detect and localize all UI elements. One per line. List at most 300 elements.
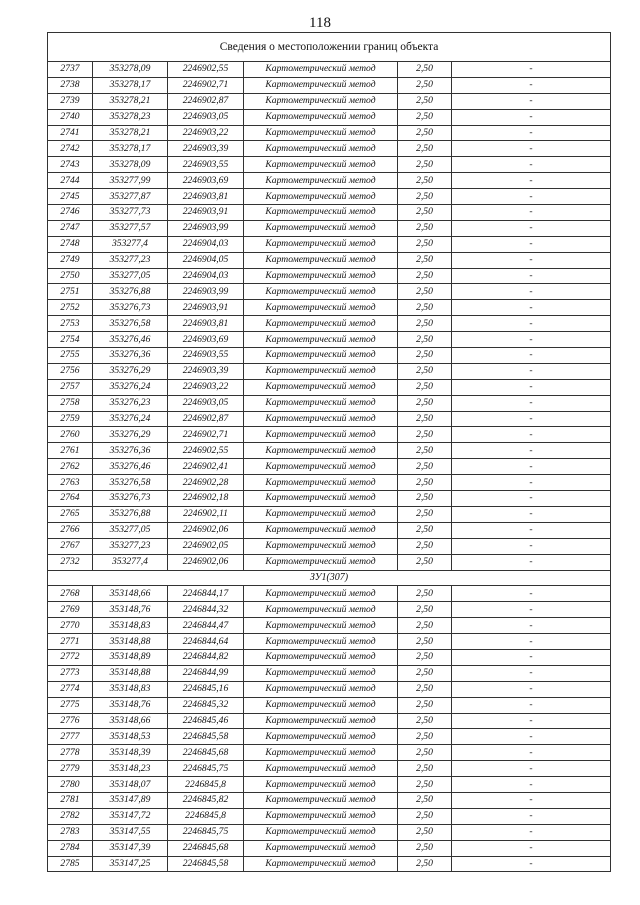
method-cell: Картометрический метод bbox=[244, 125, 398, 141]
coord-y-cell: 2246845,68 bbox=[168, 840, 244, 856]
table-row bbox=[48, 316, 611, 332]
coord-x-cell: 353278,09 bbox=[93, 157, 168, 173]
point-number-cell: 2770 bbox=[48, 618, 93, 634]
accuracy-cell: 2,50 bbox=[398, 332, 452, 348]
method-cell: Картометрический метод bbox=[244, 109, 398, 125]
point-number-cell: 2774 bbox=[48, 681, 93, 697]
coord-x-cell: 353148,76 bbox=[93, 697, 168, 713]
method-cell: Картометрический метод bbox=[244, 618, 398, 634]
accuracy-cell: 2,50 bbox=[398, 475, 452, 491]
method-cell: Картометрический метод bbox=[244, 316, 398, 332]
coord-x-cell: 353148,89 bbox=[93, 649, 168, 665]
description-cell: - bbox=[452, 665, 611, 681]
method-cell: Картометрический метод bbox=[244, 268, 398, 284]
coord-y-cell: 2246903,05 bbox=[168, 109, 244, 125]
coord-y-cell: 2246845,68 bbox=[168, 745, 244, 761]
accuracy-cell: 2,50 bbox=[398, 808, 452, 824]
description-cell: - bbox=[452, 93, 611, 109]
point-number-cell: 2760 bbox=[48, 427, 93, 443]
coord-x-cell: 353277,05 bbox=[93, 268, 168, 284]
point-number-cell: 2766 bbox=[48, 522, 93, 538]
table-title: Сведения о местоположении границ объекта bbox=[48, 33, 611, 62]
method-cell: Картометрический метод bbox=[244, 300, 398, 316]
coord-x-cell: 353277,05 bbox=[93, 522, 168, 538]
method-cell: Картометрический метод bbox=[244, 93, 398, 109]
coord-y-cell: 2246844,82 bbox=[168, 649, 244, 665]
description-cell: - bbox=[452, 236, 611, 252]
table-row bbox=[48, 602, 611, 618]
table-row bbox=[48, 173, 611, 189]
description-cell: - bbox=[452, 427, 611, 443]
table-row bbox=[48, 761, 611, 777]
point-number-cell: 2755 bbox=[48, 348, 93, 364]
coord-y-cell: 2246844,64 bbox=[168, 634, 244, 650]
coord-y-cell: 2246845,58 bbox=[168, 856, 244, 872]
description-cell: - bbox=[452, 761, 611, 777]
coord-y-cell: 2246902,55 bbox=[168, 443, 244, 459]
method-cell: Картометрический метод bbox=[244, 729, 398, 745]
coord-x-cell: 353148,07 bbox=[93, 777, 168, 793]
description-cell: - bbox=[452, 634, 611, 650]
point-number-cell: 2747 bbox=[48, 220, 93, 236]
description-cell: - bbox=[452, 125, 611, 141]
method-cell: Картометрический метод bbox=[244, 665, 398, 681]
description-cell: - bbox=[452, 824, 611, 840]
point-number-cell: 2779 bbox=[48, 761, 93, 777]
table-row bbox=[48, 157, 611, 173]
table-row bbox=[48, 649, 611, 665]
table-row bbox=[48, 808, 611, 824]
coord-y-cell: 2246903,22 bbox=[168, 125, 244, 141]
table-row bbox=[48, 824, 611, 840]
coord-x-cell: 353278,21 bbox=[93, 125, 168, 141]
method-cell: Картометрический метод bbox=[244, 379, 398, 395]
accuracy-cell: 2,50 bbox=[398, 681, 452, 697]
table-row bbox=[48, 141, 611, 157]
accuracy-cell: 2,50 bbox=[398, 618, 452, 634]
coord-y-cell: 2246903,39 bbox=[168, 363, 244, 379]
description-cell: - bbox=[452, 713, 611, 729]
accuracy-cell: 2,50 bbox=[398, 141, 452, 157]
coord-y-cell: 2246904,03 bbox=[168, 268, 244, 284]
method-cell: Картометрический метод bbox=[244, 395, 398, 411]
coord-x-cell: 353278,23 bbox=[93, 109, 168, 125]
section-row bbox=[48, 570, 611, 586]
coord-y-cell: 2246903,05 bbox=[168, 395, 244, 411]
coord-y-cell: 2246844,99 bbox=[168, 665, 244, 681]
point-number-cell: 2769 bbox=[48, 602, 93, 618]
coord-x-cell: 353277,23 bbox=[93, 252, 168, 268]
description-cell: - bbox=[452, 681, 611, 697]
page-number: 118 bbox=[309, 15, 331, 31]
method-cell: Картометрический метод bbox=[244, 348, 398, 364]
table-row bbox=[48, 220, 611, 236]
table-title-row bbox=[48, 33, 611, 62]
description-cell: - bbox=[452, 586, 611, 602]
point-number-cell: 2743 bbox=[48, 157, 93, 173]
method-cell: Картометрический метод bbox=[244, 173, 398, 189]
accuracy-cell: 2,50 bbox=[398, 443, 452, 459]
point-number-cell: 2761 bbox=[48, 443, 93, 459]
method-cell: Картометрический метод bbox=[244, 284, 398, 300]
method-cell: Картометрический метод bbox=[244, 824, 398, 840]
coord-y-cell: 2246902,87 bbox=[168, 93, 244, 109]
point-number-cell: 2742 bbox=[48, 141, 93, 157]
method-cell: Картометрический метод bbox=[244, 411, 398, 427]
table-row bbox=[48, 745, 611, 761]
description-cell: - bbox=[452, 554, 611, 570]
coord-y-cell: 2246903,69 bbox=[168, 332, 244, 348]
point-number-cell: 2750 bbox=[48, 268, 93, 284]
description-cell: - bbox=[452, 189, 611, 205]
accuracy-cell: 2,50 bbox=[398, 824, 452, 840]
description-cell: - bbox=[452, 157, 611, 173]
table-row bbox=[48, 427, 611, 443]
coord-x-cell: 353148,39 bbox=[93, 745, 168, 761]
coord-x-cell: 353276,88 bbox=[93, 506, 168, 522]
description-cell: - bbox=[452, 62, 611, 78]
coord-y-cell: 2246903,55 bbox=[168, 157, 244, 173]
coord-y-cell: 2246845,32 bbox=[168, 697, 244, 713]
table-row bbox=[48, 491, 611, 507]
coord-x-cell: 353148,53 bbox=[93, 729, 168, 745]
description-cell: - bbox=[452, 729, 611, 745]
point-number-cell: 2739 bbox=[48, 93, 93, 109]
description-cell: - bbox=[452, 141, 611, 157]
point-number-cell: 2751 bbox=[48, 284, 93, 300]
description-cell: - bbox=[452, 808, 611, 824]
method-cell: Картометрический метод bbox=[244, 586, 398, 602]
coord-y-cell: 2246845,75 bbox=[168, 761, 244, 777]
accuracy-cell: 2,50 bbox=[398, 713, 452, 729]
coord-x-cell: 353277,4 bbox=[93, 554, 168, 570]
coord-y-cell: 2246903,99 bbox=[168, 220, 244, 236]
method-cell: Картометрический метод bbox=[244, 792, 398, 808]
point-number-cell: 2783 bbox=[48, 824, 93, 840]
point-number-cell: 2758 bbox=[48, 395, 93, 411]
coord-x-cell: 353276,73 bbox=[93, 491, 168, 507]
description-cell: - bbox=[452, 363, 611, 379]
coord-y-cell: 2246903,99 bbox=[168, 284, 244, 300]
accuracy-cell: 2,50 bbox=[398, 634, 452, 650]
accuracy-cell: 2,50 bbox=[398, 840, 452, 856]
method-cell: Картометрический метод bbox=[244, 443, 398, 459]
method-cell: Картометрический метод bbox=[244, 649, 398, 665]
coord-x-cell: 353278,17 bbox=[93, 77, 168, 93]
point-number-cell: 2780 bbox=[48, 777, 93, 793]
point-number-cell: 2768 bbox=[48, 586, 93, 602]
description-cell: - bbox=[452, 252, 611, 268]
boundary-coordinates-table bbox=[47, 32, 611, 872]
description-cell: - bbox=[452, 173, 611, 189]
method-cell: Картометрический метод bbox=[244, 681, 398, 697]
description-cell: - bbox=[452, 77, 611, 93]
coord-x-cell: 353148,23 bbox=[93, 761, 168, 777]
accuracy-cell: 2,50 bbox=[398, 62, 452, 78]
accuracy-cell: 2,50 bbox=[398, 665, 452, 681]
table-row bbox=[48, 363, 611, 379]
accuracy-cell: 2,50 bbox=[398, 93, 452, 109]
point-number-cell: 2737 bbox=[48, 62, 93, 78]
coord-y-cell: 2246903,81 bbox=[168, 316, 244, 332]
coord-y-cell: 2246902,11 bbox=[168, 506, 244, 522]
method-cell: Картометрический метод bbox=[244, 808, 398, 824]
table-row bbox=[48, 792, 611, 808]
accuracy-cell: 2,50 bbox=[398, 491, 452, 507]
coord-y-cell: 2246845,58 bbox=[168, 729, 244, 745]
method-cell: Картометрический метод bbox=[244, 777, 398, 793]
table-row bbox=[48, 777, 611, 793]
point-number-cell: 2745 bbox=[48, 189, 93, 205]
point-number-cell: 2764 bbox=[48, 491, 93, 507]
description-cell: - bbox=[452, 777, 611, 793]
coord-y-cell: 2246903,22 bbox=[168, 379, 244, 395]
accuracy-cell: 2,50 bbox=[398, 125, 452, 141]
description-cell: - bbox=[452, 379, 611, 395]
point-number-cell: 2767 bbox=[48, 538, 93, 554]
table-row bbox=[48, 522, 611, 538]
coord-y-cell: 2246902,55 bbox=[168, 62, 244, 78]
table-row bbox=[48, 554, 611, 570]
coord-x-cell: 353147,72 bbox=[93, 808, 168, 824]
table-row bbox=[48, 379, 611, 395]
method-cell: Картометрический метод bbox=[244, 761, 398, 777]
coord-x-cell: 353147,25 bbox=[93, 856, 168, 872]
point-number-cell: 2756 bbox=[48, 363, 93, 379]
coord-x-cell: 353148,83 bbox=[93, 618, 168, 634]
description-cell: - bbox=[452, 618, 611, 634]
accuracy-cell: 2,50 bbox=[398, 538, 452, 554]
coord-x-cell: 353148,66 bbox=[93, 586, 168, 602]
method-cell: Картометрический метод bbox=[244, 554, 398, 570]
coord-y-cell: 2246902,71 bbox=[168, 427, 244, 443]
coord-y-cell: 2246845,75 bbox=[168, 824, 244, 840]
coord-y-cell: 2246904,05 bbox=[168, 252, 244, 268]
coord-y-cell: 2246844,17 bbox=[168, 586, 244, 602]
table-row bbox=[48, 506, 611, 522]
point-number-cell: 2765 bbox=[48, 506, 93, 522]
accuracy-cell: 2,50 bbox=[398, 220, 452, 236]
coord-x-cell: 353276,29 bbox=[93, 427, 168, 443]
coord-x-cell: 353148,83 bbox=[93, 681, 168, 697]
description-cell: - bbox=[452, 459, 611, 475]
coord-y-cell: 2246903,91 bbox=[168, 300, 244, 316]
accuracy-cell: 2,50 bbox=[398, 189, 452, 205]
accuracy-cell: 2,50 bbox=[398, 586, 452, 602]
accuracy-cell: 2,50 bbox=[398, 856, 452, 872]
coord-x-cell: 353276,46 bbox=[93, 459, 168, 475]
coord-x-cell: 353148,88 bbox=[93, 634, 168, 650]
table-row bbox=[48, 443, 611, 459]
coord-x-cell: 353147,39 bbox=[93, 840, 168, 856]
coord-y-cell: 2246902,71 bbox=[168, 77, 244, 93]
accuracy-cell: 2,50 bbox=[398, 729, 452, 745]
point-number-cell: 2749 bbox=[48, 252, 93, 268]
table-row bbox=[48, 77, 611, 93]
accuracy-cell: 2,50 bbox=[398, 602, 452, 618]
point-number-cell: 2763 bbox=[48, 475, 93, 491]
coord-y-cell: 2246902,06 bbox=[168, 554, 244, 570]
coord-y-cell: 2246845,8 bbox=[168, 808, 244, 824]
method-cell: Картометрический метод bbox=[244, 538, 398, 554]
table-row bbox=[48, 729, 611, 745]
point-number-cell: 2776 bbox=[48, 713, 93, 729]
coord-y-cell: 2246903,81 bbox=[168, 189, 244, 205]
table-row bbox=[48, 586, 611, 602]
description-cell: - bbox=[452, 443, 611, 459]
point-number-cell: 2738 bbox=[48, 77, 93, 93]
method-cell: Картометрический метод bbox=[244, 634, 398, 650]
coord-x-cell: 353148,88 bbox=[93, 665, 168, 681]
method-cell: Картометрический метод bbox=[244, 205, 398, 221]
table-row bbox=[48, 109, 611, 125]
table-row bbox=[48, 840, 611, 856]
accuracy-cell: 2,50 bbox=[398, 649, 452, 665]
coord-x-cell: 353277,4 bbox=[93, 236, 168, 252]
method-cell: Картометрический метод bbox=[244, 77, 398, 93]
method-cell: Картометрический метод bbox=[244, 220, 398, 236]
accuracy-cell: 2,50 bbox=[398, 157, 452, 173]
method-cell: Картометрический метод bbox=[244, 475, 398, 491]
point-number-cell: 2782 bbox=[48, 808, 93, 824]
accuracy-cell: 2,50 bbox=[398, 348, 452, 364]
method-cell: Картометрический метод bbox=[244, 332, 398, 348]
description-cell: - bbox=[452, 602, 611, 618]
coord-x-cell: 353147,55 bbox=[93, 824, 168, 840]
description-cell: - bbox=[452, 649, 611, 665]
accuracy-cell: 2,50 bbox=[398, 252, 452, 268]
method-cell: Картометрический метод bbox=[244, 506, 398, 522]
table-row bbox=[48, 189, 611, 205]
coord-y-cell: 2246902,05 bbox=[168, 538, 244, 554]
coord-x-cell: 353278,09 bbox=[93, 62, 168, 78]
table-row bbox=[48, 284, 611, 300]
section-label: ЗУ1(307) bbox=[48, 570, 611, 586]
coord-x-cell: 353276,23 bbox=[93, 395, 168, 411]
accuracy-cell: 2,50 bbox=[398, 522, 452, 538]
point-number-cell: 2748 bbox=[48, 236, 93, 252]
coord-x-cell: 353277,73 bbox=[93, 205, 168, 221]
accuracy-cell: 2,50 bbox=[398, 316, 452, 332]
table-row bbox=[48, 252, 611, 268]
point-number-cell: 2757 bbox=[48, 379, 93, 395]
coord-y-cell: 2246903,39 bbox=[168, 141, 244, 157]
point-number-cell: 2771 bbox=[48, 634, 93, 650]
method-cell: Картометрический метод bbox=[244, 62, 398, 78]
table-row bbox=[48, 125, 611, 141]
accuracy-cell: 2,50 bbox=[398, 77, 452, 93]
table-row bbox=[48, 665, 611, 681]
coord-y-cell: 2246902,41 bbox=[168, 459, 244, 475]
coord-y-cell: 2246903,69 bbox=[168, 173, 244, 189]
accuracy-cell: 2,50 bbox=[398, 284, 452, 300]
coord-y-cell: 2246904,03 bbox=[168, 236, 244, 252]
description-cell: - bbox=[452, 300, 611, 316]
coord-x-cell: 353147,89 bbox=[93, 792, 168, 808]
accuracy-cell: 2,50 bbox=[398, 697, 452, 713]
method-cell: Картометрический метод bbox=[244, 840, 398, 856]
method-cell: Картометрический метод bbox=[244, 236, 398, 252]
description-cell: - bbox=[452, 268, 611, 284]
coord-y-cell: 2246902,28 bbox=[168, 475, 244, 491]
accuracy-cell: 2,50 bbox=[398, 777, 452, 793]
table-row bbox=[48, 713, 611, 729]
coord-y-cell: 2246902,18 bbox=[168, 491, 244, 507]
accuracy-cell: 2,50 bbox=[398, 379, 452, 395]
table-row bbox=[48, 411, 611, 427]
description-cell: - bbox=[452, 109, 611, 125]
table-row bbox=[48, 475, 611, 491]
method-cell: Картометрический метод bbox=[244, 697, 398, 713]
point-number-cell: 2777 bbox=[48, 729, 93, 745]
table-row bbox=[48, 697, 611, 713]
coord-x-cell: 353277,87 bbox=[93, 189, 168, 205]
point-number-cell: 2778 bbox=[48, 745, 93, 761]
description-cell: - bbox=[452, 284, 611, 300]
table-row bbox=[48, 236, 611, 252]
accuracy-cell: 2,50 bbox=[398, 173, 452, 189]
description-cell: - bbox=[452, 411, 611, 427]
coord-y-cell: 2246844,47 bbox=[168, 618, 244, 634]
coord-x-cell: 353278,17 bbox=[93, 141, 168, 157]
method-cell: Картометрический метод bbox=[244, 745, 398, 761]
description-cell: - bbox=[452, 205, 611, 221]
point-number-cell: 2752 bbox=[48, 300, 93, 316]
point-number-cell: 2773 bbox=[48, 665, 93, 681]
coord-x-cell: 353277,57 bbox=[93, 220, 168, 236]
coord-x-cell: 353276,36 bbox=[93, 443, 168, 459]
method-cell: Картометрический метод bbox=[244, 856, 398, 872]
point-number-cell: 2753 bbox=[48, 316, 93, 332]
description-cell: - bbox=[452, 491, 611, 507]
coord-x-cell: 353277,99 bbox=[93, 173, 168, 189]
point-number-cell: 2772 bbox=[48, 649, 93, 665]
description-cell: - bbox=[452, 745, 611, 761]
accuracy-cell: 2,50 bbox=[398, 506, 452, 522]
accuracy-cell: 2,50 bbox=[398, 300, 452, 316]
point-number-cell: 2784 bbox=[48, 840, 93, 856]
accuracy-cell: 2,50 bbox=[398, 236, 452, 252]
description-cell: - bbox=[452, 792, 611, 808]
coord-x-cell: 353276,58 bbox=[93, 316, 168, 332]
accuracy-cell: 2,50 bbox=[398, 761, 452, 777]
description-cell: - bbox=[452, 840, 611, 856]
method-cell: Картометрический метод bbox=[244, 522, 398, 538]
description-cell: - bbox=[452, 856, 611, 872]
method-cell: Картометрический метод bbox=[244, 141, 398, 157]
coord-x-cell: 353276,24 bbox=[93, 379, 168, 395]
coord-y-cell: 2246902,06 bbox=[168, 522, 244, 538]
coord-x-cell: 353148,66 bbox=[93, 713, 168, 729]
point-number-cell: 2732 bbox=[48, 554, 93, 570]
method-cell: Картометрический метод bbox=[244, 491, 398, 507]
coord-x-cell: 353278,21 bbox=[93, 93, 168, 109]
coord-x-cell: 353276,73 bbox=[93, 300, 168, 316]
description-cell: - bbox=[452, 697, 611, 713]
point-number-cell: 2754 bbox=[48, 332, 93, 348]
method-cell: Картометрический метод bbox=[244, 459, 398, 475]
table-row bbox=[48, 856, 611, 872]
accuracy-cell: 2,50 bbox=[398, 395, 452, 411]
point-number-cell: 2759 bbox=[48, 411, 93, 427]
description-cell: - bbox=[452, 475, 611, 491]
table-row bbox=[48, 681, 611, 697]
table-row bbox=[48, 268, 611, 284]
coord-y-cell: 2246845,16 bbox=[168, 681, 244, 697]
table-row bbox=[48, 618, 611, 634]
coord-y-cell: 2246903,55 bbox=[168, 348, 244, 364]
coord-x-cell: 353148,76 bbox=[93, 602, 168, 618]
